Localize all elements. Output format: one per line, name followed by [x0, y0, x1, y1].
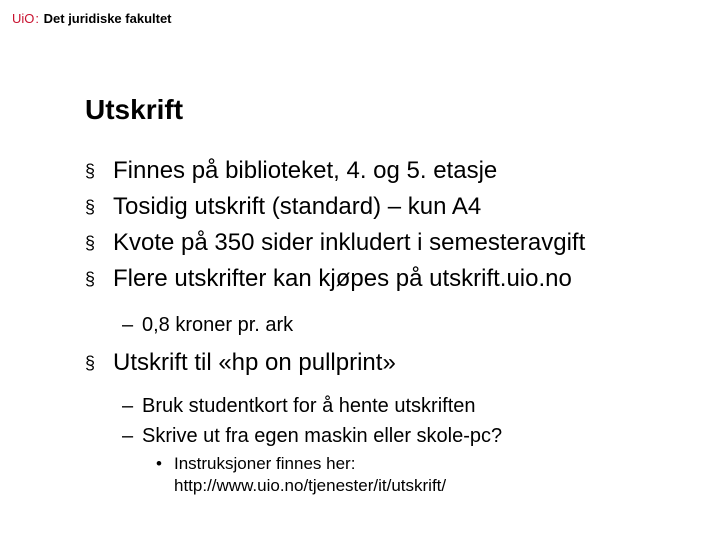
bullet-text: Tosidig utskrift (standard) – kun A4 [113, 193, 482, 220]
sub-bullet-marker: – [122, 395, 134, 417]
bullet-children [85, 391, 705, 497]
bullet-list [85, 153, 705, 297]
uio-logo: UiO [12, 11, 35, 26]
sub-sub-bullet-list [85, 453, 705, 497]
bullet-text: Finnes på biblioteket, 4. og 5. etasje [113, 157, 498, 184]
logo-separator: : [35, 11, 40, 26]
sub-bullet-marker: – [122, 425, 134, 447]
sub-bullet-children [85, 453, 705, 497]
instructions-link: http://www.uio.no/tjenester/it/utskrift/ [174, 476, 447, 495]
sub-bullet-list [85, 391, 705, 497]
bullet-marker: § [85, 161, 96, 181]
faculty-name: Det juridiske fakultet [43, 11, 172, 26]
bullet-item [85, 153, 705, 189]
instructions-text: Instruksjoner finnes her: [174, 454, 356, 473]
bullet-marker: § [85, 269, 96, 289]
bullet-item [85, 345, 705, 381]
slide-title: Utskrift [85, 94, 184, 125]
bullet-marker: § [85, 233, 96, 253]
sub-bullet-list [85, 310, 705, 340]
bullet-item [85, 225, 705, 261]
sub-bullet-text: Bruk studentkort for å hente utskriften [142, 395, 476, 417]
sub-bullet-item [85, 310, 705, 340]
sub-sub-bullet-marker: • [156, 454, 162, 473]
bullet-text: Kvote på 350 sider inkludert i semesteravgift [113, 229, 586, 256]
sub-bullet-text: Skrive ut fra egen maskin eller skole-pc? [142, 425, 503, 447]
bullet-text: Flere utskrifter kan kjøpes på utskrift.uio.no [113, 265, 572, 292]
sub-bullet-marker: – [122, 314, 134, 336]
sub-bullet-item [85, 391, 705, 421]
sub-bullet-item [85, 421, 705, 451]
bullet-marker: § [85, 353, 96, 373]
sub-sub-bullet-item [85, 453, 705, 497]
bullet-marker: § [85, 197, 96, 217]
bullet-item [85, 261, 705, 297]
bullet-list-continued [85, 345, 705, 497]
sub-bullet-text: 0,8 kroner pr. ark [142, 314, 294, 336]
header-logo [12, 11, 172, 27]
bullet-item [85, 189, 705, 225]
bullet-text: Utskrift til «hp on pullprint» [113, 349, 396, 376]
